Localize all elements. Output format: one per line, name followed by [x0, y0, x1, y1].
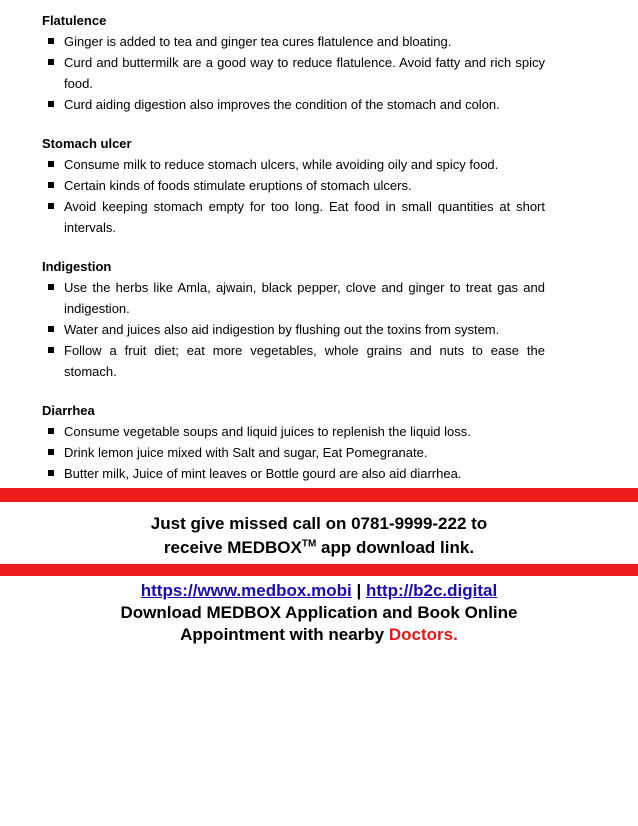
square-bullet-icon — [48, 428, 54, 434]
list-item — [42, 319, 545, 340]
list-item — [42, 421, 545, 442]
list-item-text: Avoid keeping stomach empty for too long. Eat food in small quantities at short intervals. — [64, 199, 545, 235]
section-indigestion — [42, 256, 545, 382]
list-item-text: Certain kinds of foods stimulate eruptions of stomach ulcers. — [64, 178, 412, 193]
square-bullet-icon — [48, 347, 54, 353]
bullet-list — [42, 277, 545, 382]
footer-links-row — [0, 580, 638, 602]
list-item-text: Ginger is added to tea and ginger tea cures flatulence and bloating. — [64, 34, 452, 49]
square-bullet-icon — [48, 284, 54, 290]
link-separator: | — [356, 581, 362, 600]
missed-call-banner — [0, 512, 638, 560]
list-item-text: Follow a fruit diet; eat more vegetables, whole grains and nuts to ease the stomach. — [64, 343, 545, 379]
footer-line-3-text: Appointment with nearby — [180, 625, 385, 644]
list-item — [42, 31, 545, 52]
square-bullet-icon — [48, 101, 54, 107]
square-bullet-icon — [48, 161, 54, 167]
section-stomach-ulcer — [42, 133, 545, 238]
list-item — [42, 463, 545, 484]
section-diarrhea — [42, 400, 545, 484]
b2c-link[interactable]: http://b2c.digital — [365, 581, 498, 600]
doctors-highlight: Doctors. — [388, 625, 458, 644]
square-bullet-icon — [48, 470, 54, 476]
section-heading: Diarrhea — [42, 403, 95, 418]
list-item — [42, 94, 545, 115]
list-item-text: Use the herbs like Amla, ajwain, black pepper, clove and ginger to treat gas and indigestion. — [64, 280, 545, 316]
list-item-text: Curd aiding digestion also improves the condition of the stomach and colon. — [64, 97, 500, 112]
list-item-text: Water and juices also aid indigestion by flushing out the toxins from system. — [64, 322, 500, 337]
list-item — [42, 340, 545, 382]
list-item — [42, 52, 545, 94]
list-item — [42, 277, 545, 319]
banner-line-2-suffix: app download link. — [316, 538, 475, 557]
banner-line-2 — [0, 536, 638, 560]
banner-line-1: Just give missed call on 0781-9999-222 to — [150, 514, 488, 533]
bullet-list — [42, 154, 545, 238]
medbox-link[interactable]: https://www.medbox.mobi — [140, 581, 352, 600]
red-divider-top — [0, 488, 638, 502]
bullet-list — [42, 421, 545, 484]
section-flatulence — [42, 10, 545, 115]
section-heading: Flatulence — [42, 13, 107, 28]
list-item-text: Drink lemon juice mixed with Salt and sugar, Eat Pomegranate. — [64, 445, 428, 460]
red-divider-bottom — [0, 564, 638, 576]
trademark-mark: TM — [301, 538, 317, 550]
article-body — [42, 10, 545, 502]
square-bullet-icon — [48, 59, 54, 65]
square-bullet-icon — [48, 449, 54, 455]
square-bullet-icon — [48, 203, 54, 209]
footer-line-2: Download MEDBOX Application and Book Online — [120, 603, 518, 622]
list-item-text: Consume vegetable soups and liquid juices to replenish the liquid loss. — [64, 424, 471, 439]
footer-promo — [0, 580, 638, 646]
list-item — [42, 175, 545, 196]
bullet-list — [42, 31, 545, 115]
banner-line-2-text: receive MEDBOX — [163, 538, 302, 557]
square-bullet-icon — [48, 326, 54, 332]
list-item-text: Consume milk to reduce stomach ulcers, while avoiding oily and spicy food. — [64, 157, 499, 172]
list-item-text: Butter milk, Juice of mint leaves or Bottle gourd are also aid diarrhea. — [64, 466, 462, 481]
list-item-text: Curd and buttermilk are a good way to reduce flatulence. Avoid fatty and rich spicy food. — [64, 55, 545, 91]
list-item — [42, 442, 545, 463]
square-bullet-icon — [48, 38, 54, 44]
square-bullet-icon — [48, 182, 54, 188]
list-item — [42, 196, 545, 238]
list-item — [42, 154, 545, 175]
footer-line-3 — [0, 624, 638, 646]
section-heading: Stomach ulcer — [42, 136, 132, 151]
section-heading: Indigestion — [42, 259, 112, 274]
